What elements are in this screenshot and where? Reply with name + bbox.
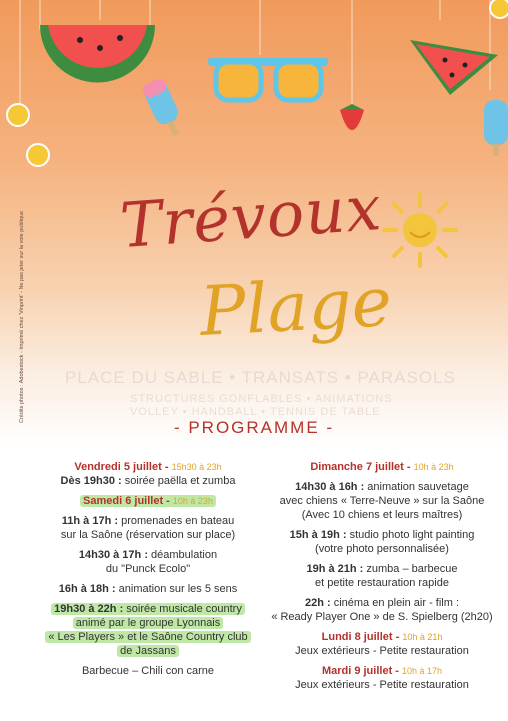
day-highlight [80,495,216,507]
event-text: sur la Saône (réservation sur place) [60,529,236,541]
programme-heading: - PROGRAMME - [173,418,335,437]
event-highlight [73,617,224,629]
event-text: soirée musicale country [123,603,242,615]
event-text: du "Punck Ecolo" [105,563,191,575]
day-label: Dimanche 7 juillet - [310,461,411,473]
lemon-slice-icon [7,104,29,126]
event-highlight [45,631,250,643]
day-hours: 10h à 17h [402,666,443,676]
watermelon-left-icon [40,25,155,82]
photo-credits: Crédits photos : Adobestock - Imprimé chez 'Vinprint' - Ne pas jeter sur la voie publique [19,210,25,423]
event-time: 14h30 à 16h : [295,481,365,493]
event-text: animé par le groupe Lyonnais [75,617,221,629]
faint-activities-line1: PLACE DU SABLE • TRANSATS • PARASOLS [65,368,456,387]
faint-activities-line3: VOLLEY • HANDBALL • TENNIS DE TABLE [130,406,381,418]
event-time: Dès 19h30 : [60,475,122,487]
event-time: 16h à 18h : [58,583,116,595]
faint-activities-line2: STRUCTURES GONFLABLES • ANIMATIONS [130,393,393,405]
event-time: 22h : [304,597,331,609]
event-text: (votre photo personnalisée) [315,543,449,555]
left-column [30,460,266,684]
event-text: de Jassans [120,645,176,657]
event-text: soirée paëlla et zumba [121,475,236,487]
event-time: 19h à 21h : [306,563,364,575]
summer-decoration-illustrations [0,0,508,200]
event-text: zumba – barbecue [363,563,458,575]
day-hours: 10h à 21h [402,632,443,642]
event-text: et petite restauration rapide [315,577,449,589]
event-text: Jeux extérieurs - Petite restauration [295,645,469,657]
event-highlight [117,645,179,657]
left-footer: Barbecue – Chili con carne [81,665,215,677]
day-label: Mardi 9 juillet - [321,665,399,677]
event-time: 11h à 17h : [61,515,119,527]
title-plage: Plage [198,263,394,352]
sun-icon [380,190,460,270]
lemon-slice-icon [27,144,49,166]
title-trevoux: Trévoux [117,170,385,263]
event-text: (Avec 10 chiens et leurs maîtres) [301,509,463,521]
event-text: « Les Players » et le Saône Country club [48,631,248,643]
event-highlight [51,603,245,615]
right-column [264,460,500,698]
popsicle-icon [141,77,187,140]
event-text: avec chiens « Terre-Neuve » sur la Saône [279,495,485,507]
day-label: Samedi 6 juillet - [83,495,170,507]
event-time: 19h30 à 22h : [54,603,124,615]
watermelon-right-icon [410,40,498,95]
day-label: Lundi 8 juillet - [321,631,400,643]
day-hours: 10h à 23h [413,462,454,472]
event-text: déambulation [147,549,218,561]
lemon-slice-icon [490,0,508,18]
event-text: Jeux extérieurs - Petite restauration [295,679,469,691]
event-text: animation sur les 5 sens [115,583,238,595]
event-text: promenades en bateau [118,515,235,527]
event-text: « Ready Player One » de S. Spielberg (2h20) [271,611,493,623]
event-text: cinéma en plein air - film : [330,597,460,609]
day-hours: 15h30 à 23h [171,462,222,472]
event-text: animation sauvetage [364,481,469,493]
event-text: studio photo light painting [346,529,475,541]
day-hours: 10h à 23h [172,496,213,506]
event-time: 14h30 à 17h : [78,549,148,561]
strawberry-icon [340,104,364,130]
popsicle-right-icon [484,100,508,156]
day-label: Vendredi 5 juillet - [74,461,169,473]
sunglasses-icon [208,58,328,100]
event-time: 15h à 19h : [289,529,347,541]
